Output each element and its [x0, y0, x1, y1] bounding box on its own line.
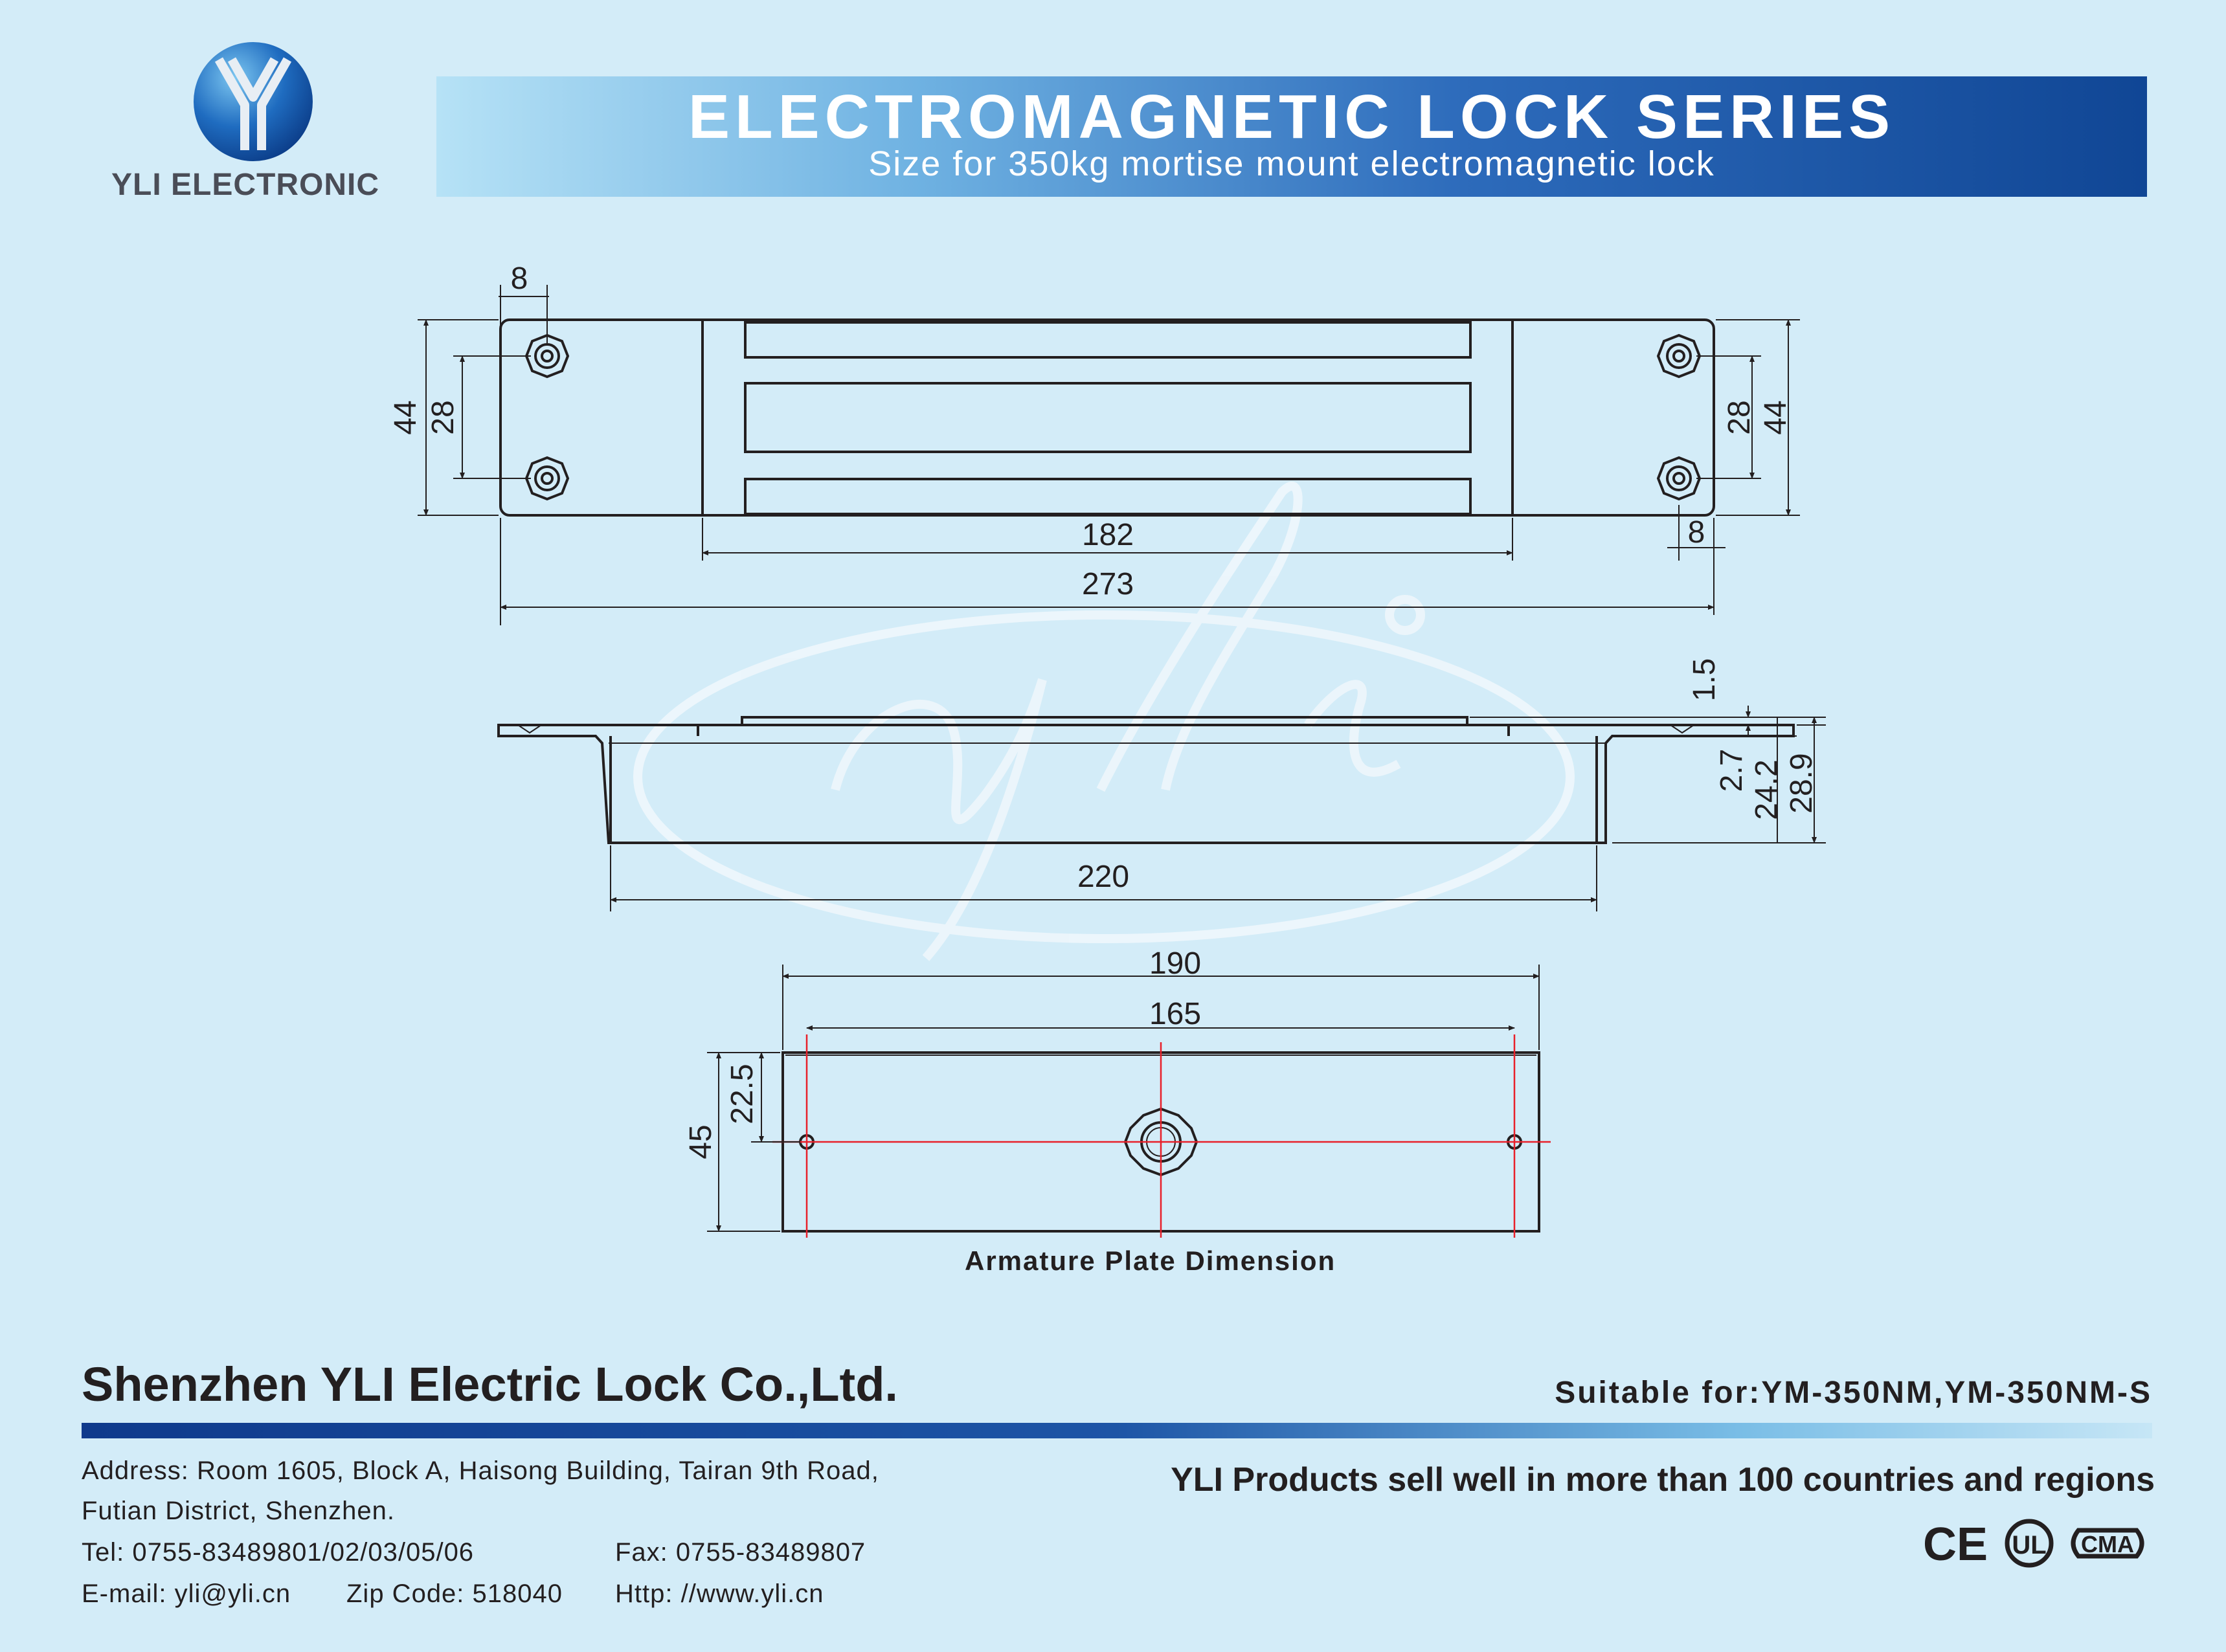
- mount-hole-tr: [1658, 335, 1700, 377]
- address-line-2: Futian District, Shenzhen.: [82, 1497, 395, 1525]
- mount-hole-br: [1658, 458, 1700, 499]
- svg-text:UL: UL: [2012, 1531, 2047, 1559]
- armature-caption: Armature Plate Dimension: [965, 1245, 1336, 1276]
- suitable-models: Suitable for:YM-350NM,YM-350NM-S: [1555, 1376, 2152, 1410]
- dim-height-inner-right: 28: [1722, 400, 1757, 435]
- zip-code: Zip Code: 518040: [346, 1579, 563, 1608]
- core-slot-2: [745, 383, 1470, 452]
- cma-mark-icon: [2073, 1530, 2142, 1557]
- dim-body-depth: 24.2: [1749, 759, 1784, 820]
- dim-height-inner-left: 28: [426, 400, 460, 435]
- core-slot-1: [745, 322, 1470, 357]
- dim-plate-thickness: 1.5: [1687, 658, 1722, 702]
- lock-top-outline: [500, 320, 1714, 515]
- certification-marks: [1923, 1515, 2156, 1573]
- lock-side-outline: [499, 717, 1793, 843]
- core-slot-3: [745, 479, 1470, 514]
- sales-slogan: YLI Products sell well in more than 100 countries and regions: [1171, 1461, 2155, 1499]
- watermark-text: yli: [978, 791, 986, 798]
- dim-total-depth: 28.9: [1784, 753, 1819, 814]
- page-title: ELECTROMAGNETIC LOCK SERIES: [688, 82, 1896, 151]
- address-line-1: Address: Room 1605, Block A, Haisong Building, Tairan 9th Road,: [82, 1457, 879, 1485]
- dim-step: 2.7: [1714, 748, 1749, 792]
- company-name: Shenzhen YLI Electric Lock Co.,Ltd.: [82, 1357, 898, 1411]
- dim-height-outer-right: 44: [1759, 400, 1793, 435]
- dim-body-length: 182: [1081, 518, 1134, 552]
- brand-name: YLI ELECTRONIC: [111, 168, 380, 202]
- dim-armature-height: 45: [684, 1124, 718, 1159]
- mount-hole-bl: [526, 458, 568, 499]
- ce-mark-icon: [1923, 1519, 1988, 1570]
- fax: Fax: 0755-83489807: [615, 1538, 866, 1567]
- dim-hole-offset-right: 8: [1687, 515, 1705, 550]
- dim-hole-offset: 8: [510, 262, 528, 296]
- footer-divider: [82, 1423, 2152, 1438]
- dim-side-length: 220: [1077, 860, 1130, 894]
- website[interactable]: Http: //www.yli.cn: [615, 1579, 824, 1608]
- dim-armature-hole-spacing: 165: [1149, 997, 1202, 1031]
- dim-height-outer-left: 44: [388, 400, 423, 435]
- svg-text:CMA: CMA: [2081, 1531, 2134, 1557]
- dim-armature-length: 190: [1149, 946, 1202, 981]
- dim-armature-center-offset: 22.5: [725, 1064, 759, 1124]
- ul-mark-icon: [2007, 1521, 2051, 1565]
- telephone: Tel: 0755-83489801/02/03/05/06: [82, 1538, 475, 1567]
- dim-total-length: 273: [1081, 567, 1134, 601]
- email[interactable]: E-mail: yli@yli.cn: [82, 1579, 291, 1608]
- page-subtitle: Size for 350kg mortise mount electromagnetic lock: [868, 144, 1715, 183]
- svg-text:CE: CE: [1923, 1519, 1988, 1570]
- centerlines: [772, 1034, 1551, 1238]
